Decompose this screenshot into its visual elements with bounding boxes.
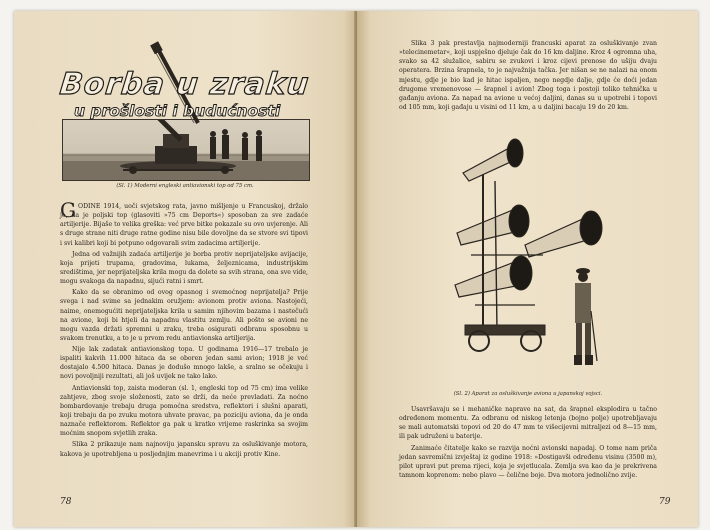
antiaircraft-gun-photo: [62, 119, 310, 181]
paragraph: Slika 3 pak prestavlja najmoderniji francuski aparat za osluškivanje zvan »telecinemetar«, koji uspješno djeluje čak do 16 km daljine. Kroz 4 ogromna uha, svako sa 42 služalice, sabiru se zvukovi i kroz cijevi prenose do ušiju dvaju operatera. Brzina šrapnela, to je najvažnija tačka. Jer nišan se ne nalazi na onom mjestu, gdje je bio kad je hitac ispaljen, nego negdje dalje, gdje će doći jedan drugome vremenovose — šrapnel i avion! Zbog toga i postoji toliko tehnička u gađanju aviona. Za napad na avione u većoj daljini, danas su u upotrebi i topovi od 105 mm, koji gađaju u visini od 11 km, a u daljini bacaju 19 do 20 km.: [399, 40, 657, 112]
paragraph: Kako da se obranimo od ovog opasnog i svemoćnog neprijatelja? Prije svega i nad svime sa jednakim oružjem: avionom protiv aviona. Nastojeći, naime, onemogućiti neprijateljska krila u samim njihovim bazama i nastečući na avione, koji bi htjeli da napadnu vlastitu zemlju. Ali pošto se avioni ne mogu vazda držati spremni u zraku, treba osigurati odbranu sposobnu u svakom trenutku, a to je u prvom redu antiavionska artiljerija.: [60, 289, 308, 342]
right-body-text-top: [399, 39, 657, 112]
paragraph: Jedna od važnijih zadaća artiljerije je borba protiv neprijateljske avijacije, koja prijeti trupama, gradovima, lukama, željeznicama, industrijskim središtima, jer neprijateljska krila mogu da dolete sa svih strana, ona sve vide, mogu svakoga da napadnu, sijući ratni i smrt.: [60, 250, 308, 286]
magazine-spread: [14, 11, 698, 527]
right-page: [357, 11, 698, 527]
article-subtitle: u prošlosti i budućnosti: [74, 102, 281, 120]
paragraph: Usavršavaju se i mehaničke naprave na sat, da šrapnel eksplodira u tačno određenom momentu. Za odbranu od niskog letenja (bojno polje) upotrebljavaju se mali automatski topovi od 20 do 47 mm te višecijevni mitraljezi od 8—15 mm, ili pak udruženi u baterije.: [399, 406, 657, 441]
page-number-right: 79: [659, 497, 671, 507]
left-page: [14, 11, 357, 527]
paragraph: ODINE 1914, uoči svjetskog rata, javno mišljenje u Francuskoj, držalo je, da je poljski top (glasoviti »75 cm Deports«) sposoban za sve zadaće artiljerije. Bijaše to velika greška: već prve bitke pokazale su ovo uvjerenje. Ali s druge strane niti druge ratne godine nisu bile dovoljne da se stvore svi tipovi i svi kalibri koji bi potpuno odgovarali svim zadacima artiljerije.: [60, 203, 308, 247]
figure-2-caption: (Sl. 2) Aparat za osluškivanje aviona u japanskoj vojsci.: [453, 391, 603, 397]
article-title: Borba u zraku: [58, 67, 311, 102]
sound-locator-apparatus-illustration: [435, 135, 635, 387]
paragraph: Nije lak zadatak antiavionskog topa. U godinama 1916—17 trebalo je ispaliti kakvih 11.000 hitaca da se oboren jedan sami avion; 1918 je već dostajalo 4.500 hitaca. Danas je dodušo mnogo lakše, a sralno se očekuju i novi povoljniji rezultati, ali još uvijek ne tako lako.: [60, 346, 308, 381]
antiaircraft-gun-illustration: [63, 120, 309, 180]
paragraph: Slika 2 prikazuje nam najnoviju japansku spravu za osluškivanje motora, kakova je upotrebljena u posljednjim manevrima i u akciji protiv Kine.: [60, 441, 308, 458]
left-body-text: [60, 198, 308, 459]
right-body-text-bottom: [399, 405, 657, 480]
figure-1-caption: (Sl. 1) Moderni engleski antiavionski top od 75 cm.: [116, 183, 254, 189]
drop-cap: G: [60, 198, 76, 222]
paragraph: Antiavionski top, zaista moderan (sl. 1, engleski top od 75 cm) ima velike zahtjeve, zbog svoje složenosti, zato se drži, da neće prevladati. Za noćno bombardovanje trebaju druga pomoćna sredstva, reflektori i slušni aparati, koji trebaju da po zvuku motora uhvate pravac, pa poziciju aviona, da je onda naznače reflektorom. Reflektor ga pak u kratko vrijeme raskrinka sa svojim moćnim snopom svjetlih zraka.: [60, 384, 308, 438]
page-number-left: 78: [60, 497, 72, 507]
paragraph: Zanimaće čitatelje kako se razvija noćni avionski napadaj. O tome nam priča jedan savremični izvještaj iz godine 1918: »Dostigavši određenu visinu (3500 m), pilot upravi put prema rijeci, koja je svjetlucala. Zemlja sva kao da je prekrivena tamnom koprenom: nebo plavo — čelične boje. Dva motora jednolično zvije.: [399, 444, 657, 479]
